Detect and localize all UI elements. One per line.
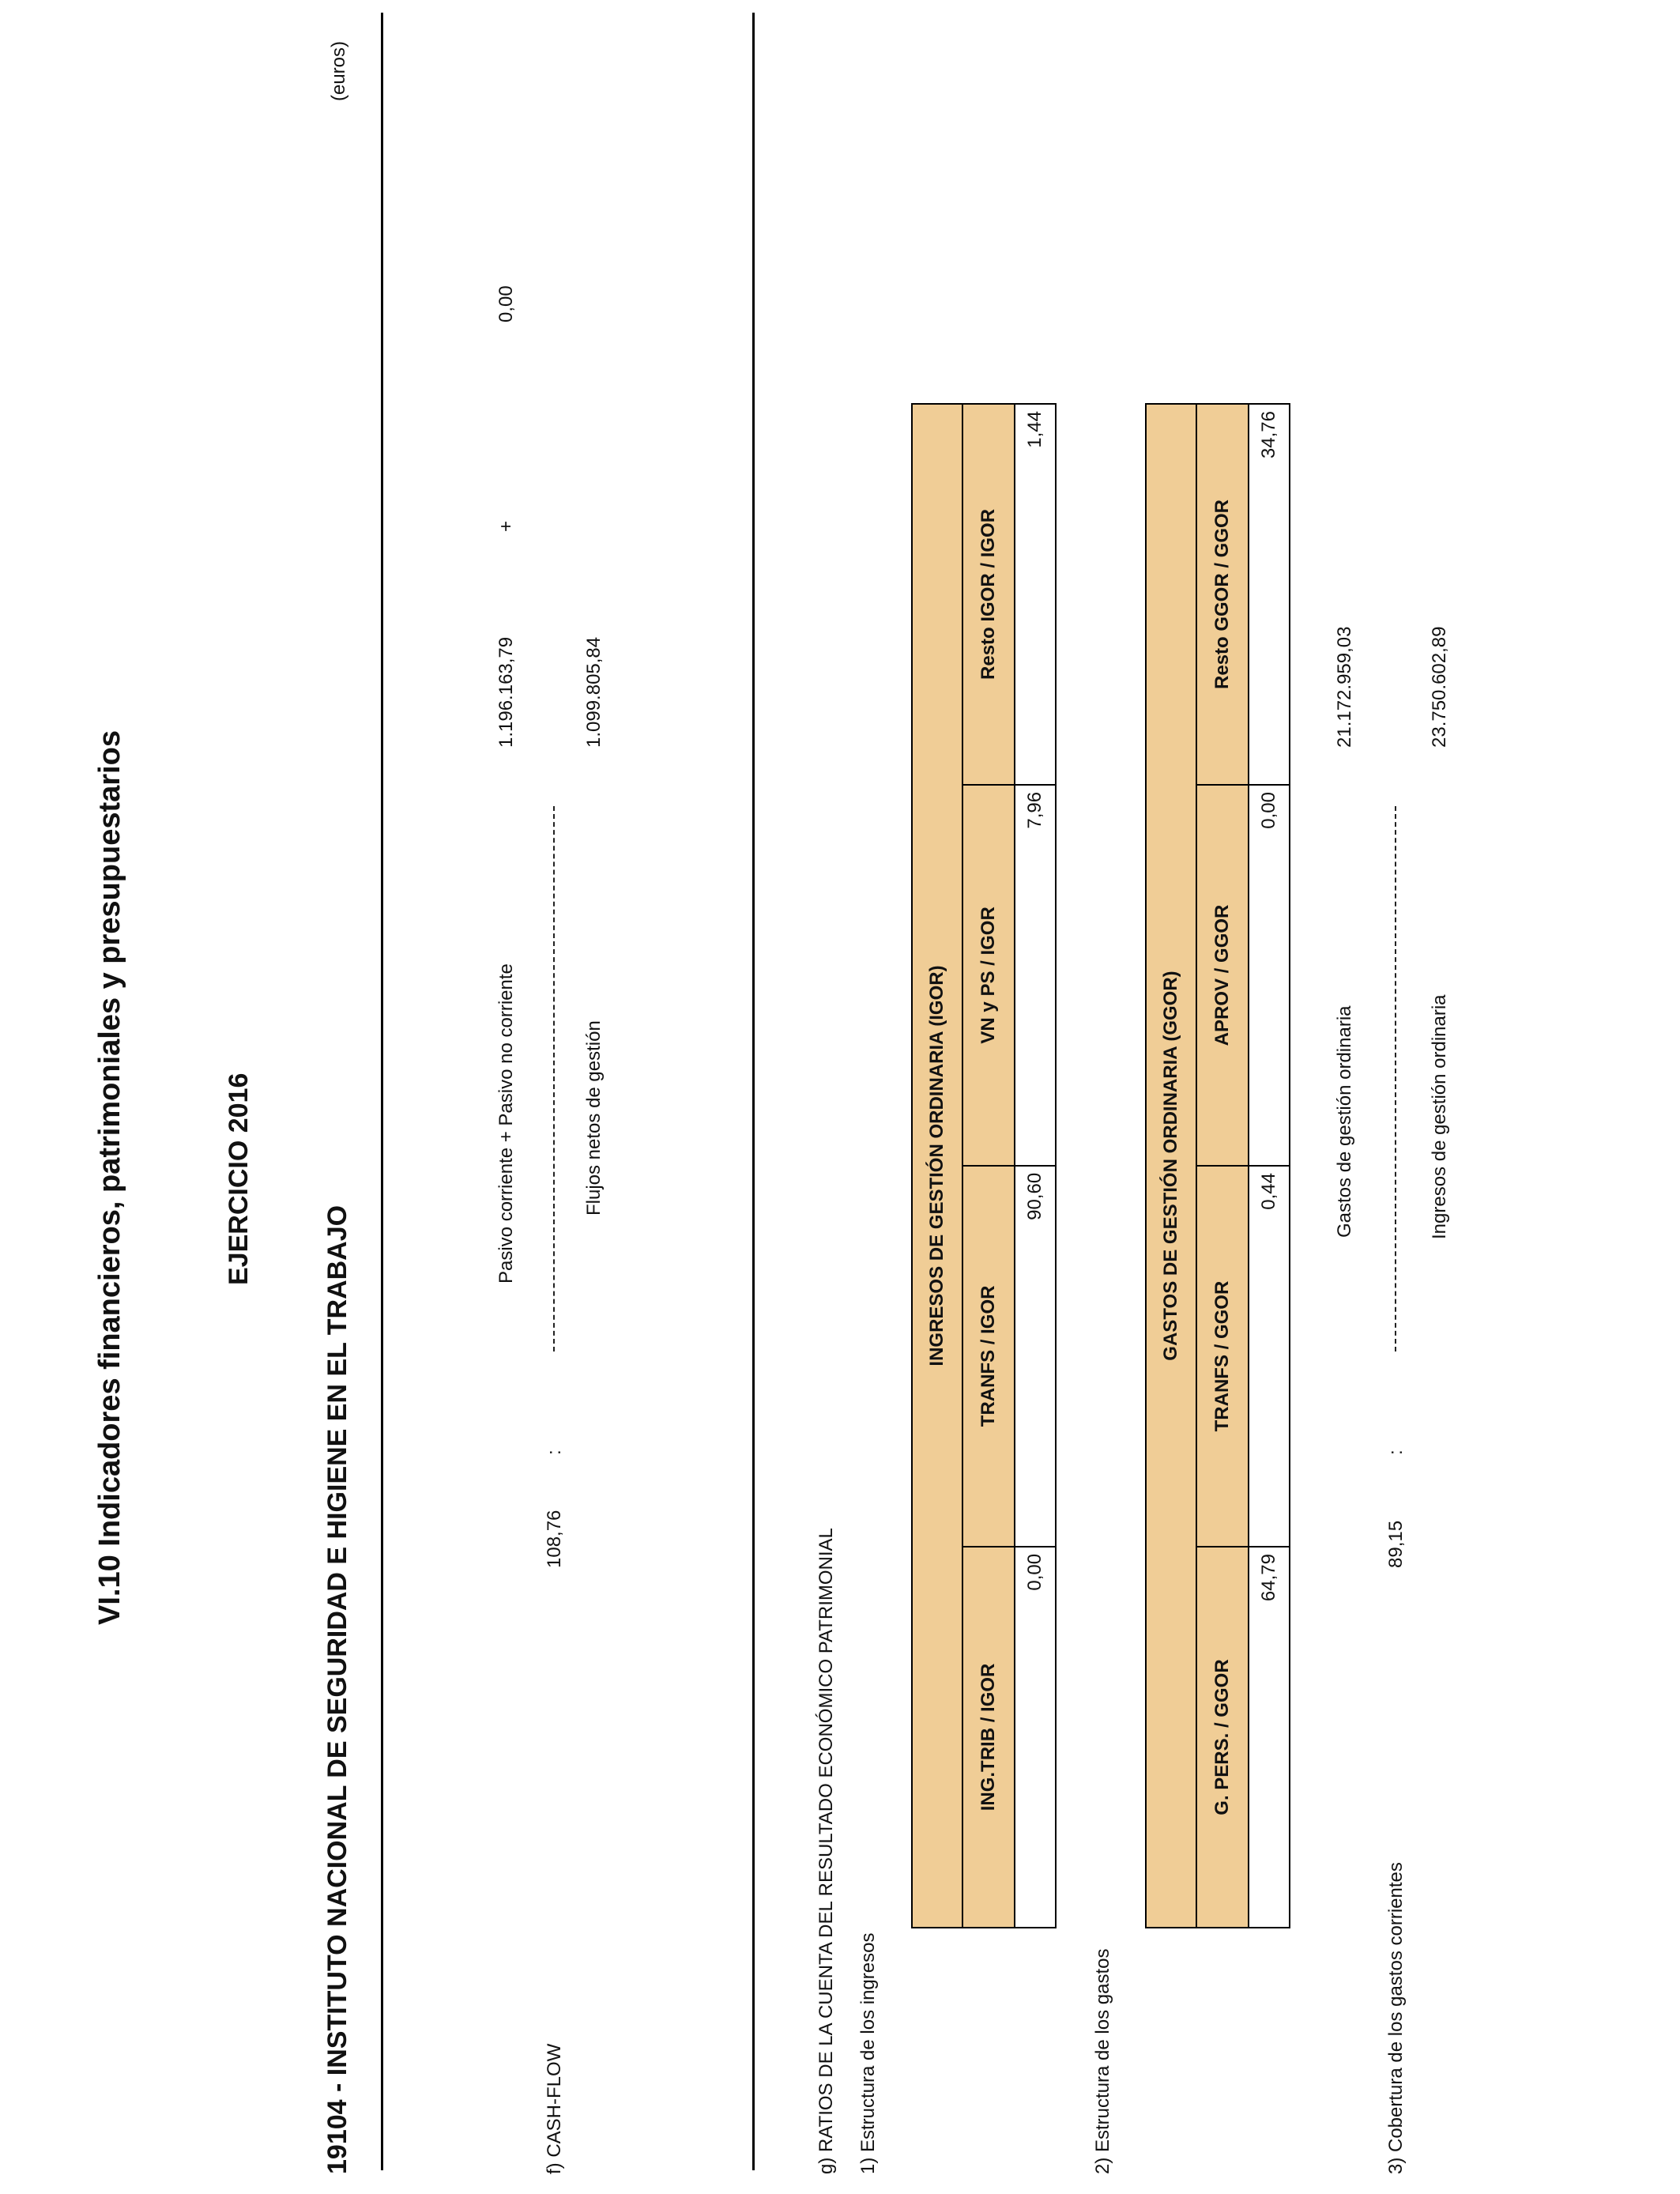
expense-col-aprov: APROV / GGOR xyxy=(1196,785,1249,1166)
expense-col-resto: Resto GGOR / GGOR xyxy=(1196,404,1249,785)
coverage-denominator-value: 23.750.602,89 xyxy=(1429,626,1450,748)
cash-flow-numerator-value-1: 1.196.163,79 xyxy=(495,636,517,748)
income-value-resto: 1,44 xyxy=(1015,404,1056,785)
income-col-resto: Resto IGOR / IGOR xyxy=(962,404,1015,785)
cash-flow-label: f) CASH-FLOW xyxy=(544,2043,565,2174)
income-col-tranfs: TRANFS / IGOR xyxy=(962,1166,1015,1547)
cash-flow-denominator-label: Flujos netos de gestión xyxy=(583,1020,605,1216)
expense-table-title: GASTOS DE GESTIÓN ORDINARIA (GGOR) xyxy=(1146,404,1196,1928)
entity-title: 19104 - INSTITUTO NACIONAL DE SEGURIDAD E HIGIENE EN EL TRABAJO xyxy=(322,1204,352,2174)
cash-flow-value: 108,76 xyxy=(544,1510,565,1568)
expense-col-tranfs: TRANFS / GGOR xyxy=(1196,1166,1249,1547)
income-value-vn-ps: 7,96 xyxy=(1015,785,1056,1166)
income-value-ing-trib: 0,00 xyxy=(1015,1547,1056,1928)
plus-sign: + xyxy=(495,520,517,532)
income-col-vn-ps: VN y PS / IGOR xyxy=(962,785,1015,1166)
coverage-numerator-label: Gastos de gestión ordinaria xyxy=(1334,1005,1355,1238)
coverage-colon: : xyxy=(1385,1449,1407,1455)
exercise-label: EJERCICIO 2016 xyxy=(224,1072,254,1285)
report-title: VI.10 Indicadores financieros, patrimoniales y presupuestarios xyxy=(93,730,126,1625)
cash-flow-denominator-value: 1.099.805,84 xyxy=(583,636,605,748)
income-table-title: INGRESOS DE GESTIÓN ORDINARIA (IGOR) xyxy=(912,404,962,1928)
expense-structure-label: 2) Estructura de los gastos xyxy=(1092,1948,1113,2174)
expense-value-personal: 64,79 xyxy=(1249,1547,1290,1928)
coverage-label: 3) Cobertura de los gastos corrientes xyxy=(1385,1862,1407,2174)
income-col-ing-trib: ING.TRIB / IGOR xyxy=(962,1547,1015,1928)
coverage-numerator-value: 21.172.959,03 xyxy=(1334,626,1355,748)
middle-divider xyxy=(752,13,755,2170)
cash-flow-numerator-label: Pasivo corriente + Pasivo no corriente xyxy=(495,963,517,1284)
ratios-section-label: g) RATIOS DE LA CUENTA DEL RESULTADO ECONÓMICO PATRIMONIAL xyxy=(816,1528,837,2174)
coverage-denominator-label: Ingresos de gestión ordinaria xyxy=(1429,994,1450,1239)
cash-flow-numerator-value-2: 0,00 xyxy=(495,285,517,322)
coverage-value: 89,15 xyxy=(1385,1520,1407,1568)
expense-value-aprov: 0,00 xyxy=(1249,785,1290,1166)
expense-value-resto: 34,76 xyxy=(1249,404,1290,785)
income-structure-label: 1) Estructura de los ingresos xyxy=(857,1932,879,2174)
income-value-tranfs: 90,60 xyxy=(1015,1166,1056,1547)
expense-col-personal: G. PERS. / GGOR xyxy=(1196,1547,1249,1928)
income-ratios-table xyxy=(911,403,1057,1928)
top-divider xyxy=(381,13,383,2170)
expense-value-tranfs: 0,44 xyxy=(1249,1166,1290,1547)
expense-ratios-table xyxy=(1145,403,1290,1928)
cash-flow-colon: : xyxy=(544,1449,565,1455)
units-label: (euros) xyxy=(328,40,349,101)
coverage-fraction-line xyxy=(1395,806,1396,1351)
cash-flow-fraction-line xyxy=(553,806,555,1351)
